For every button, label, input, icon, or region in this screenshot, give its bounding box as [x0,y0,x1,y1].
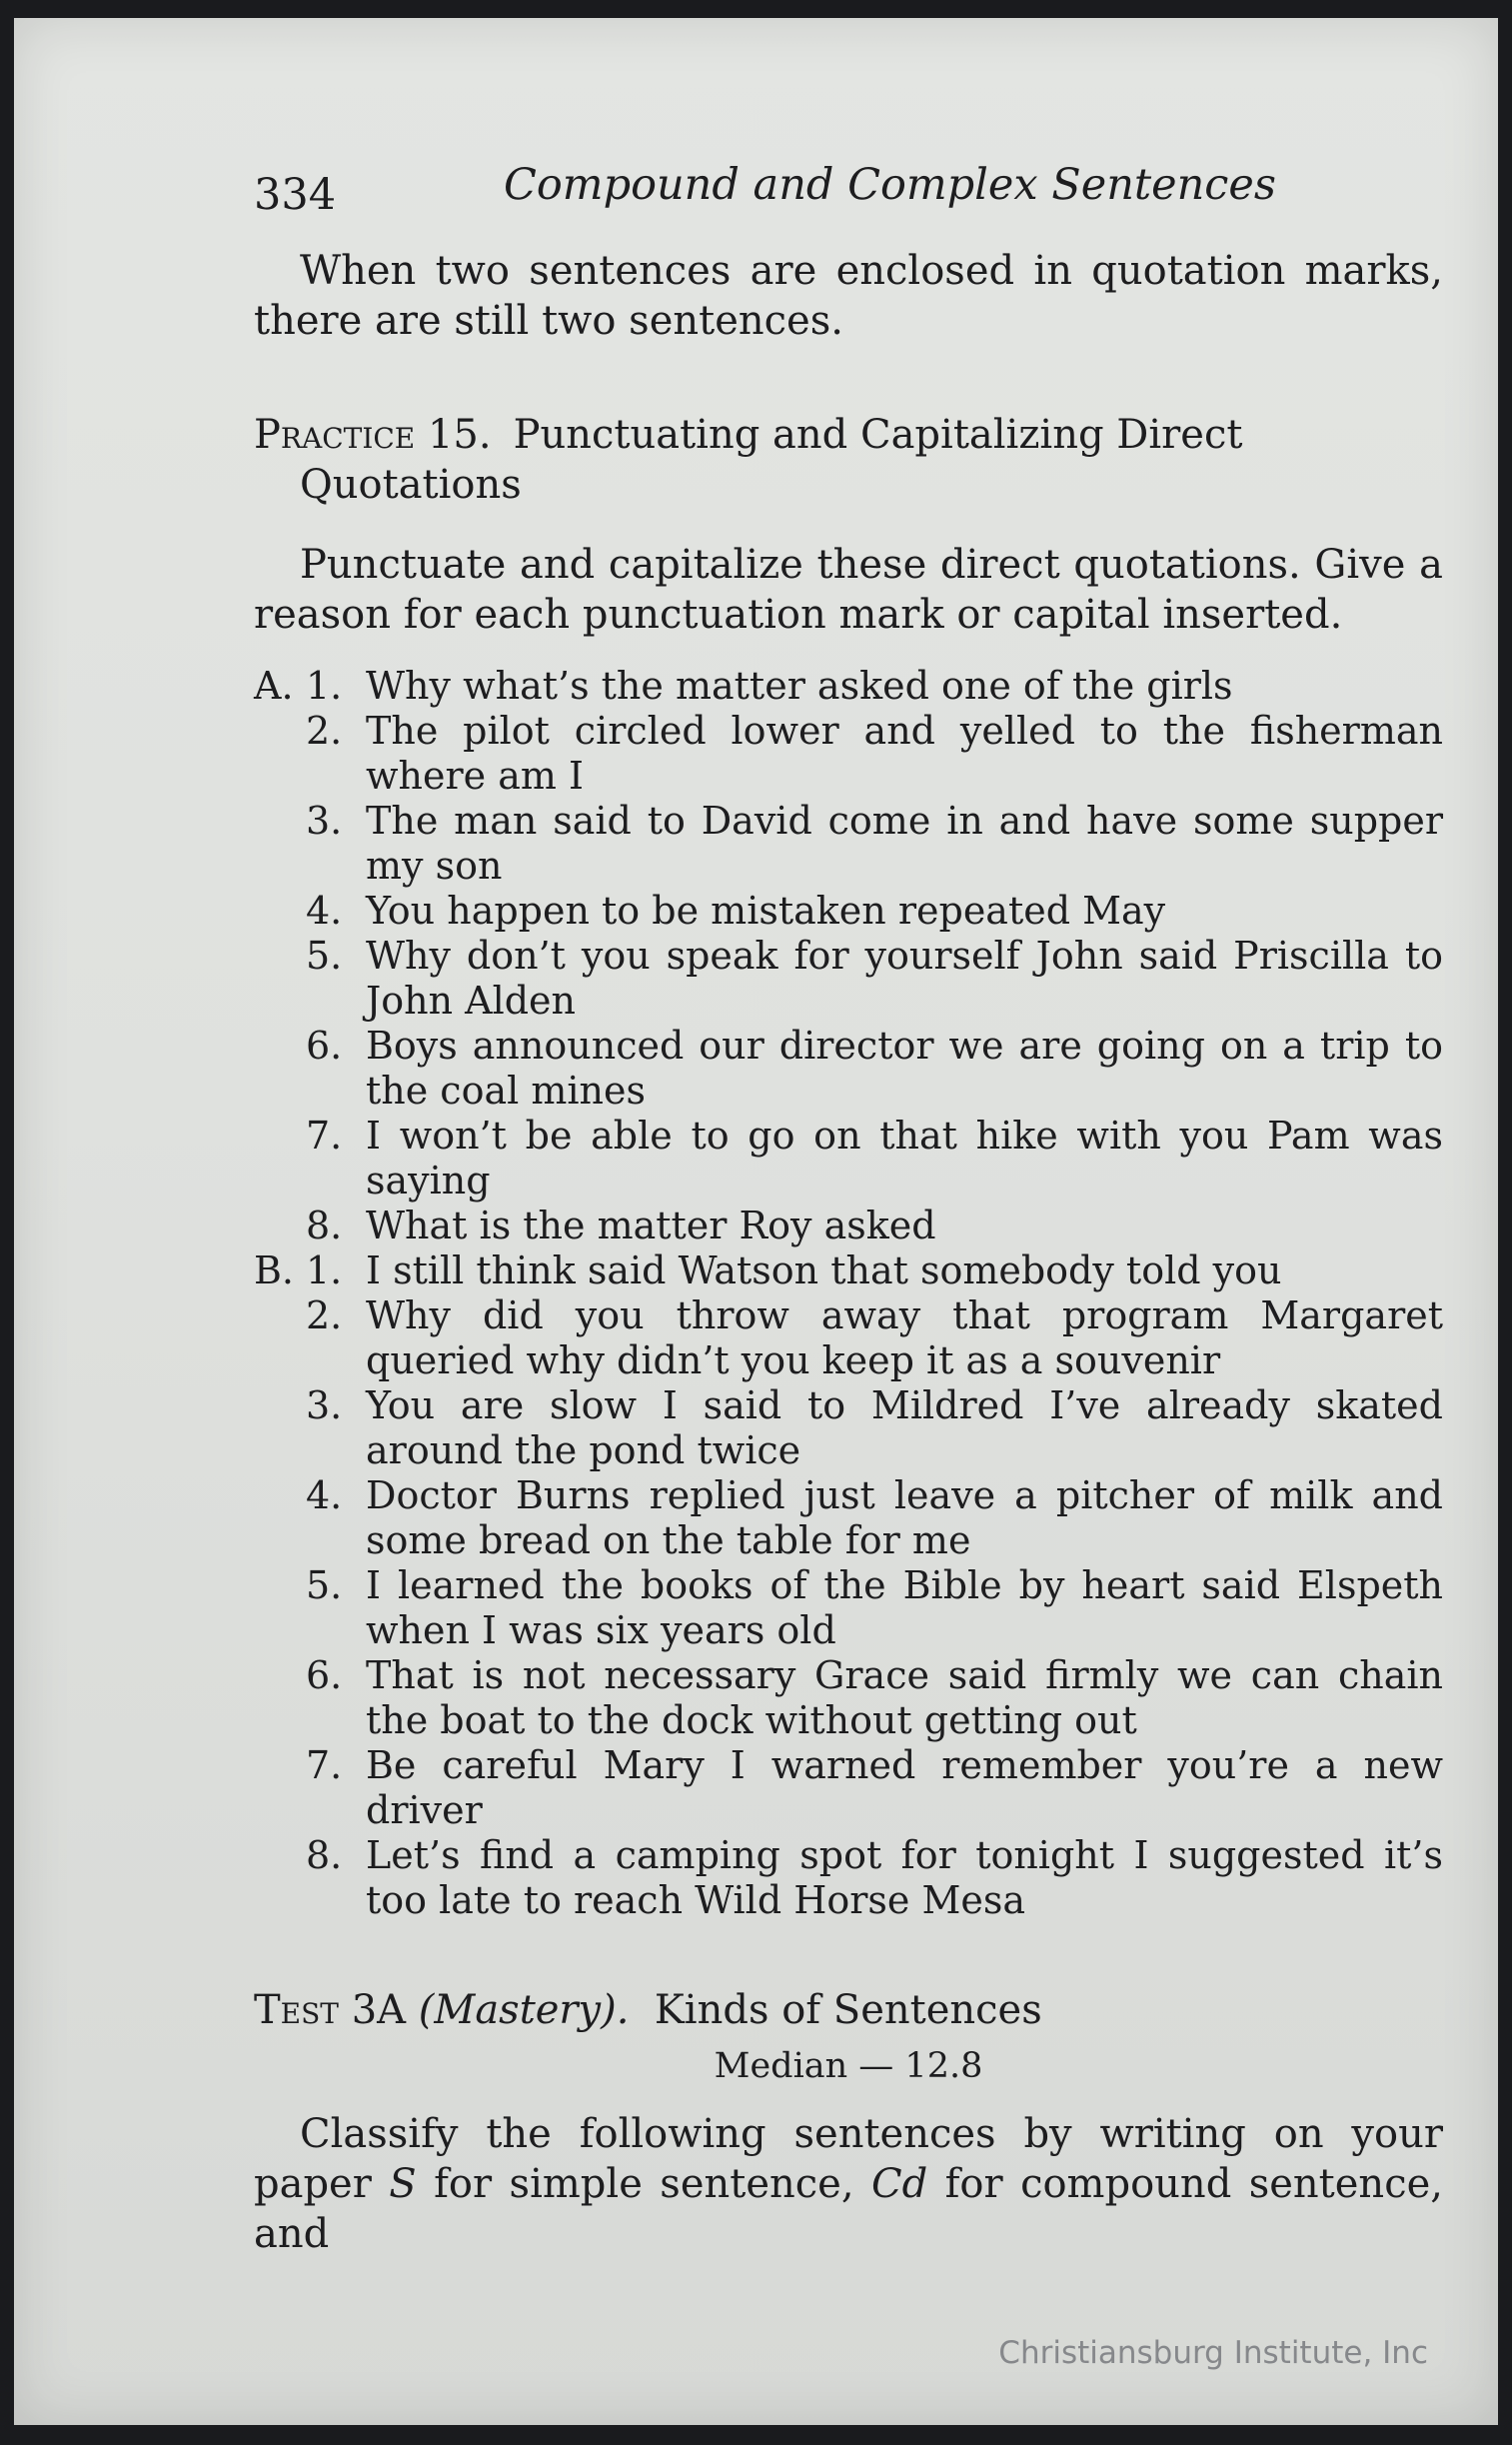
item-text: I still think said Watson that somebody told you [366,1248,1282,1292]
list-item [254,1024,1443,1114]
section-b-label: B. [254,1248,295,1292]
item-number: 2. [306,1293,343,1337]
item-number: 2. [306,709,343,753]
item-text: That is not necessary Grace said firmly we can chain the boat to the dock without getting out [366,1653,1443,1742]
item-text: Be careful Mary I warned remember you’re a new driver [366,1743,1443,1832]
page-number: 334 [254,170,337,220]
item-number: 5. [306,1563,343,1607]
list-item [254,1248,1443,1293]
item-text: Boys announced our director we are going on a trip to the coal mines [366,1024,1443,1113]
item-number: 3. [306,1383,343,1427]
item-text: The pilot circled lower and yelled to the fisherman where am I [366,709,1443,798]
item-number: 7. [306,1114,343,1158]
item-text: Let’s find a camping spot for tonight I suggested it’s too late to reach Wild Horse Mesa [366,1833,1443,1922]
list-item [254,1204,1443,1248]
test-label: Test 3A [254,1987,407,2033]
item-number: 7. [306,1743,343,1787]
list-item [254,1383,1443,1473]
item-number: 8. [306,1833,343,1877]
list-item [254,934,1443,1024]
list-item [254,1743,1443,1833]
list-item [254,1114,1443,1204]
item-number: 1. [306,664,343,708]
item-text: You are slow I said to Mildred I’ve already skated around the pond twice [366,1383,1443,1472]
running-head: Compound and Complex Sentences [504,160,1276,210]
test-title: Kinds of Sentences [654,1987,1042,2033]
intro-paragraph: When two sentences are enclosed in quotation marks, there are still two sentences. [254,248,1443,344]
median-score: Median — 12.8 [714,2046,983,2086]
instr-text-3: for compound sentence, and [254,2161,1443,2257]
practice-instructions: Punctuate and capitalize these direct quotations. Give a reason for each punctuation mark or capital inserted. [254,542,1443,638]
page-body [254,246,1443,2259]
section-a-label: A. [254,664,294,708]
instr-abbr-s: S [389,2161,417,2207]
item-text: The man said to David come in and have some supper my son [366,799,1443,888]
item-number: 5. [306,934,343,978]
item-text: Why don’t you speak for yourself John said Priscilla to John Alden [366,934,1443,1023]
list-item [254,1833,1443,1923]
item-number: 4. [306,889,343,933]
list-item [254,1563,1443,1653]
item-text: Doctor Burns replied just leave a pitcher of milk and some bread on the table for me [366,1473,1443,1562]
item-number: 1. [306,1248,343,1292]
item-number: 8. [306,1204,343,1247]
list-item [254,664,1443,709]
instr-text-1: Classify the following sentences by writing on your paper [254,2111,1443,2207]
test-instructions [254,2109,1443,2259]
list-item [254,1653,1443,1743]
exercise-list [254,664,1443,1923]
page-header [254,160,1276,220]
item-text: I won’t be able to go on that hike with you Pam was saying [366,1114,1443,1203]
item-text: What is the matter Roy asked [366,1204,936,1247]
practice-heading [254,410,1443,510]
practice-title: Punctuating and Capitalizing Direct Quotations [300,412,1243,508]
instr-abbr-cd: Cd [870,2161,928,2207]
instr-text-2: for simple sentence, [416,2161,871,2207]
item-number: 3. [306,799,343,843]
item-text: You happen to be mistaken repeated May [366,889,1166,933]
practice-label: Practice 15. [254,412,492,458]
list-item [254,709,1443,799]
test-subtitle: (Mastery). [418,1987,630,2033]
item-number: 4. [306,1473,343,1517]
item-text: Why did you throw away that program Margaret queried why didn’t you keep it as a souvenir [366,1293,1443,1382]
list-item [254,799,1443,889]
list-item [254,1473,1443,1563]
item-text: I learned the books of the Bible by heart said Elspeth when I was six years old [366,1563,1443,1652]
list-item [254,1293,1443,1383]
test-heading [254,1985,1443,2035]
watermark: Christiansburg Institute, Inc [998,2335,1428,2371]
item-text: Why what’s the matter asked one of the girls [366,664,1233,708]
book-page [14,18,1498,2425]
list-item [254,889,1443,934]
item-number: 6. [306,1653,343,1697]
item-number: 6. [306,1024,343,1068]
